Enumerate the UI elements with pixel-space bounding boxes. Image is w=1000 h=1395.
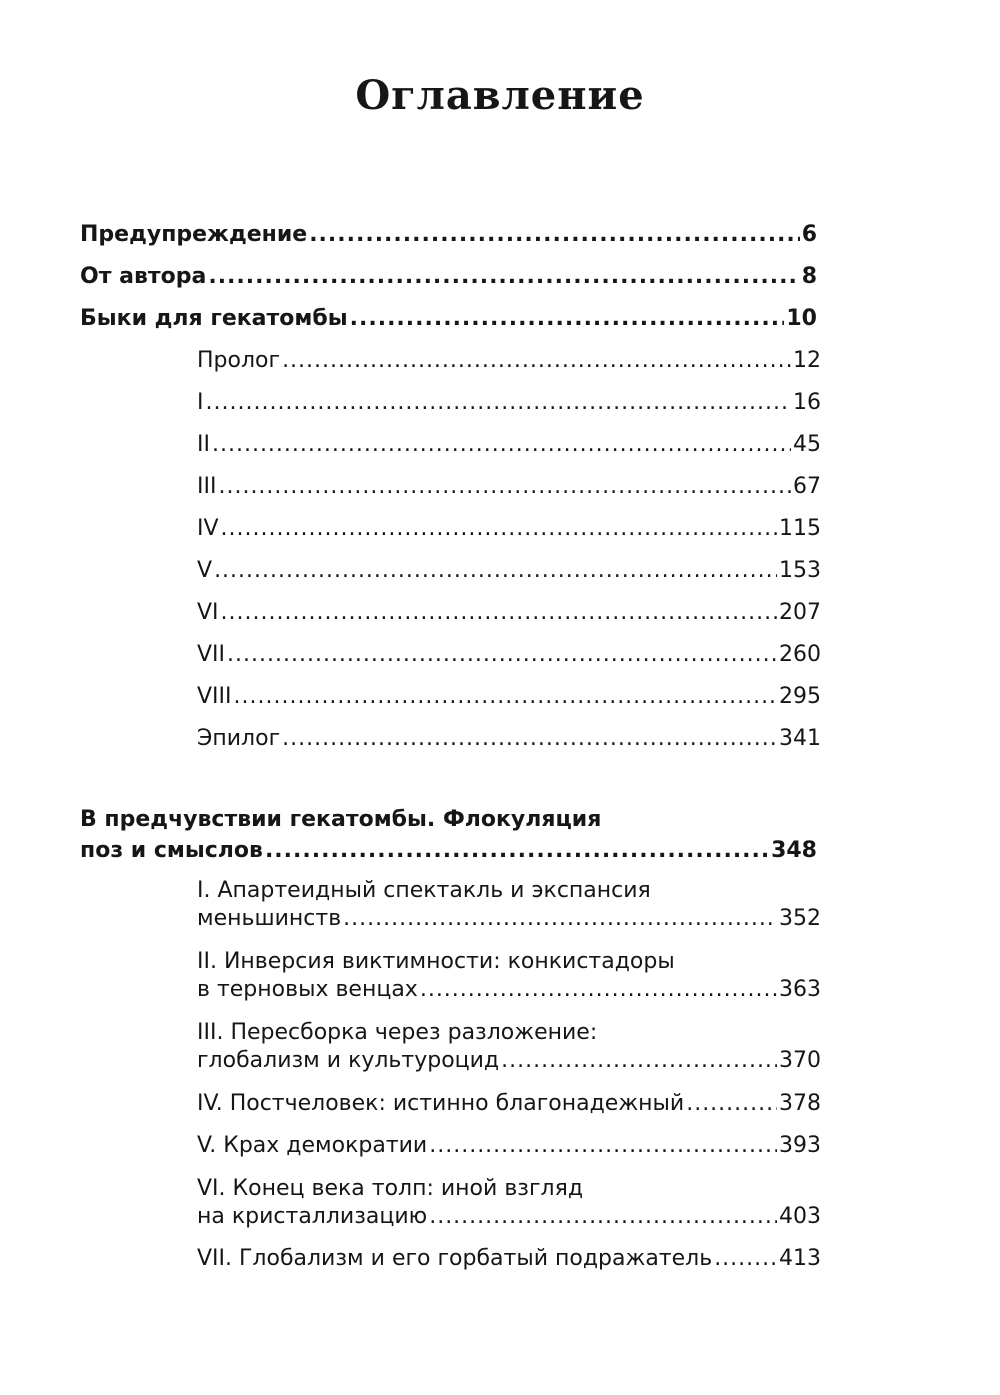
toc-entry-label: глобализм и культуроцид <box>197 1048 500 1073</box>
toc-chapter-2-3[interactable] <box>197 1047 821 1075</box>
dot-leader <box>218 473 791 501</box>
toc-page-number: 115 <box>779 516 821 541</box>
dot-leader <box>227 641 777 669</box>
toc-chapter-3[interactable] <box>197 473 821 501</box>
page-title: Оглавление <box>355 72 645 119</box>
toc-chapter-4[interactable] <box>197 515 821 543</box>
toc-chapter-2-6-line1[interactable]: VI. Конец века толп: иной взгляд <box>197 1176 584 1201</box>
toc-page-number: 403 <box>779 1204 821 1229</box>
toc-page-number: 67 <box>793 474 821 499</box>
toc-page-number: 378 <box>779 1091 821 1116</box>
dot-leader <box>343 905 777 933</box>
dot-leader <box>221 599 777 627</box>
toc-chapter-2-2[interactable] <box>197 976 821 1004</box>
toc-page-number: 12 <box>793 348 821 373</box>
toc-entry-label: на кристаллизацию <box>197 1204 428 1229</box>
dot-leader <box>714 1245 777 1273</box>
toc-page-number: 6 <box>801 222 817 247</box>
toc-entry-label: III <box>197 474 217 499</box>
toc-chapter-2[interactable] <box>197 431 821 459</box>
toc-page-number: 8 <box>801 264 817 289</box>
toc-page-number: 260 <box>779 642 821 667</box>
toc-page-number: 393 <box>779 1133 821 1158</box>
toc-page-number: 153 <box>779 558 821 583</box>
toc-chapter-prologue[interactable] <box>197 347 821 375</box>
dot-leader <box>282 347 791 375</box>
toc-chapter-2-1-line1[interactable]: I. Апартеидный спектакль и экспансия <box>197 878 651 903</box>
toc-entry-label: I <box>197 390 204 415</box>
toc-chapter-2-7[interactable] <box>197 1245 821 1273</box>
toc-part-two-title-line1[interactable]: В предчувствии гекатомбы. Флокуляция <box>80 807 602 832</box>
toc-entry-label: II <box>197 432 210 457</box>
dot-leader <box>501 1047 777 1075</box>
toc-entry-label: меньшинств <box>197 906 342 931</box>
toc-entry-from-author[interactable] <box>80 263 817 291</box>
toc-entry-label: IV. Постчеловек: истинно благонадежный <box>197 1091 685 1116</box>
toc-page-number: 363 <box>779 977 821 1002</box>
toc-page-number: 348 <box>771 838 817 863</box>
toc-chapter-2-1[interactable] <box>197 905 821 933</box>
toc-entry-label: поз и смыслов <box>80 838 263 863</box>
dot-leader <box>234 683 777 711</box>
toc-page-number: 413 <box>779 1246 821 1271</box>
toc-entry-part-two[interactable] <box>80 837 817 865</box>
toc-chapter-2-3-line1[interactable]: III. Пересборка через разложение: <box>197 1020 598 1045</box>
dot-leader <box>429 1203 777 1231</box>
dot-leader <box>265 837 769 865</box>
toc-entry-label: VIII <box>197 684 232 709</box>
dot-leader <box>350 305 785 333</box>
toc-page-number: 45 <box>793 432 821 457</box>
toc-entry-label: Предупреждение <box>80 222 308 247</box>
dot-leader <box>214 557 777 585</box>
toc-page-number: 207 <box>779 600 821 625</box>
toc-entry-label: в терновых венцах <box>197 977 418 1002</box>
toc-entry-label: От автора <box>80 264 207 289</box>
toc-page-number: 370 <box>779 1048 821 1073</box>
dot-leader <box>309 221 800 249</box>
toc-entry-label: V <box>197 558 213 583</box>
toc-entry-label: Пролог <box>197 348 281 373</box>
toc-entry-label: Эпилог <box>197 726 281 751</box>
dot-leader <box>206 389 792 417</box>
toc-entry-label: V. Крах демократии <box>197 1133 428 1158</box>
dot-leader <box>208 263 799 291</box>
toc-entry-label: VI <box>197 600 219 625</box>
toc-chapter-8[interactable] <box>197 683 821 711</box>
toc-chapter-6[interactable] <box>197 599 821 627</box>
toc-entry-label: VII. Глобализм и его горбатый подражатель <box>197 1246 713 1271</box>
dot-leader <box>212 431 791 459</box>
toc-chapter-2-5[interactable] <box>197 1132 821 1160</box>
dot-leader <box>686 1090 777 1118</box>
toc-entry-label: Быки для гекатомбы <box>80 306 348 331</box>
toc-entry-label: IV <box>197 516 219 541</box>
dot-leader <box>420 976 777 1004</box>
dot-leader <box>282 725 777 753</box>
toc-entry-part-one[interactable] <box>80 305 817 333</box>
toc-chapter-5[interactable] <box>197 557 821 585</box>
dot-leader <box>429 1132 777 1160</box>
dot-leader <box>221 515 777 543</box>
toc-entry-label: VII <box>197 642 226 667</box>
toc-chapter-epilogue[interactable] <box>197 725 821 753</box>
toc-page-number: 352 <box>779 906 821 931</box>
toc-chapter-7[interactable] <box>197 641 821 669</box>
toc-entry-warning[interactable] <box>80 221 817 249</box>
toc-chapter-2-2-line1[interactable]: II. Инверсия виктимности: конкистадоры <box>197 949 675 974</box>
toc-chapter-2-4[interactable] <box>197 1090 821 1118</box>
toc-chapter-2-6[interactable] <box>197 1203 821 1231</box>
toc-chapter-1[interactable] <box>197 389 821 417</box>
toc-page-number: 16 <box>793 390 821 415</box>
toc-page-number: 10 <box>786 306 817 331</box>
toc-page-number: 295 <box>779 684 821 709</box>
toc-page-number: 341 <box>779 726 821 751</box>
